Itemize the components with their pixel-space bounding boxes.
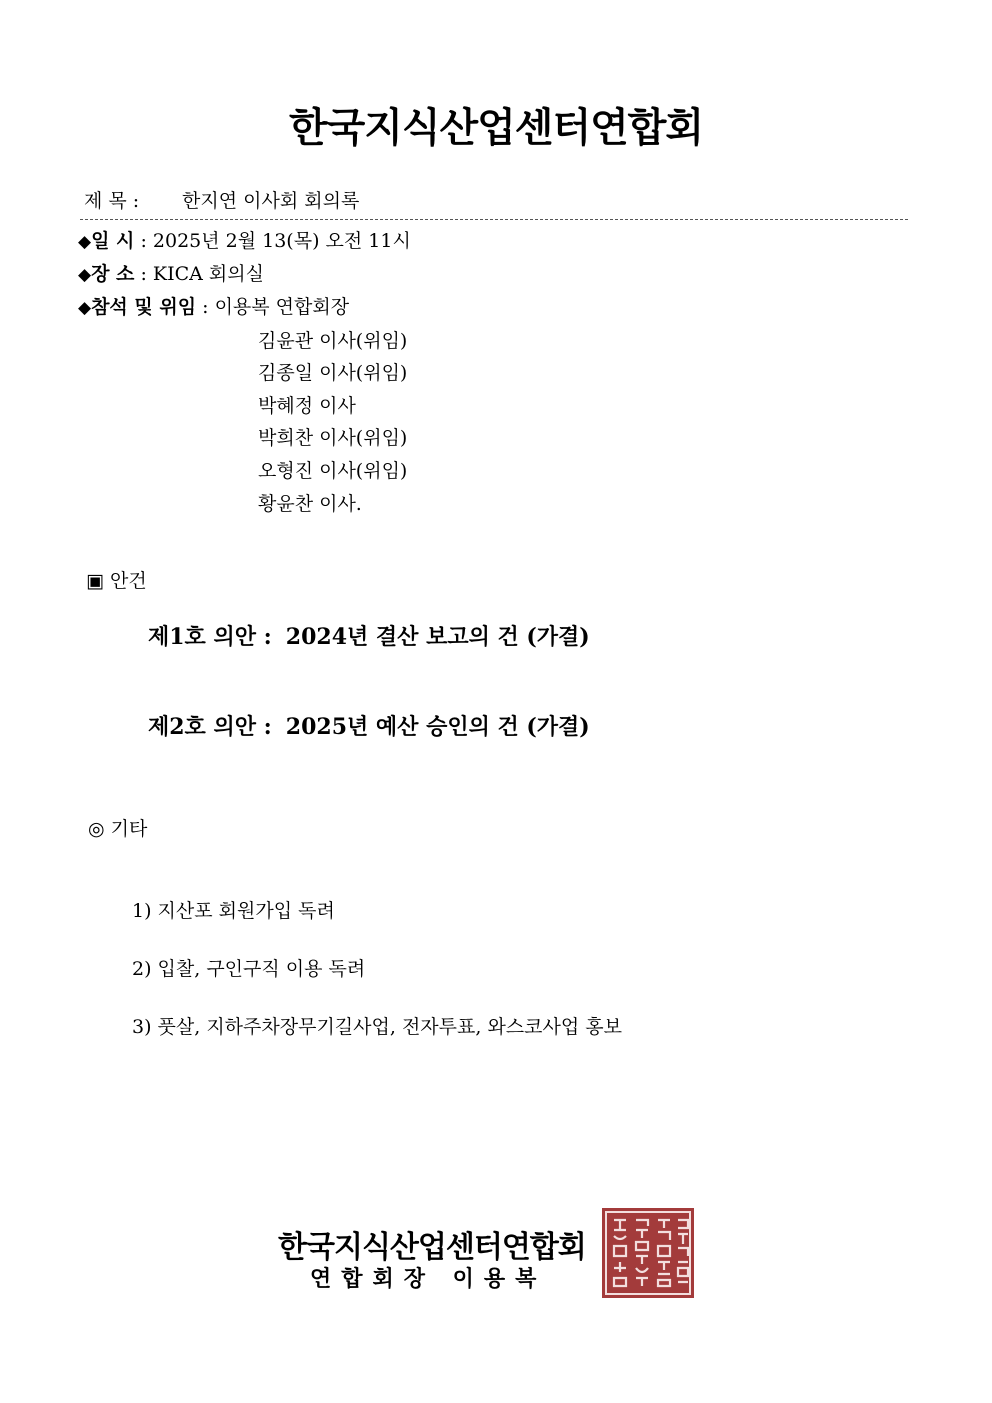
attendee-name: 이용복 연합회장 — [214, 296, 350, 318]
place-value: KICA 회의실 — [152, 263, 264, 285]
place-row: ◆장 소 : KICA 회의실 — [78, 263, 264, 285]
attendee-name: 김종일 이사(위임) — [258, 362, 408, 384]
signature-org: 한국지식산업센터연합회 — [278, 1230, 586, 1265]
place-key: 장 소 — [91, 263, 135, 285]
agenda-item — [148, 710, 590, 741]
subject-divider — [80, 219, 908, 220]
agenda-item-label: 제1호 의안 : — [148, 624, 272, 650]
agenda-item — [148, 620, 590, 651]
official-seal-icon — [600, 1206, 696, 1300]
attendee-name: 김윤관 이사(위임) — [258, 330, 408, 352]
subject-row — [84, 186, 359, 213]
diamond-bullet-icon: ◆ — [78, 265, 92, 285]
date-value: 2025년 2월 13(목) 오전 11시 — [152, 230, 411, 252]
agenda-item-text: 2024년 결산 보고의 건 (가결) — [285, 624, 590, 650]
attendance-key: 참석 및 위임 — [91, 296, 197, 318]
etc-item: 1) 지산포 회원가입 독려 — [132, 900, 335, 922]
document-title: 한국지식산업센터연합회 — [288, 105, 704, 151]
attendee-name: 오형진 이사(위임) — [258, 460, 408, 482]
etc-heading: ◎ 기타 — [88, 818, 148, 840]
attendee-name: 박혜정 이사 — [258, 395, 356, 417]
attendee-name: 박희찬 이사(위임) — [258, 427, 408, 449]
subject-value: 한지연 이사회 회의록 — [182, 190, 360, 212]
agenda-item-text: 2025년 예산 승인의 건 (가결) — [285, 714, 590, 740]
attendee-name: 황윤찬 이사. — [258, 493, 362, 515]
etc-item: 3) 풋살, 지하주차장무기길사업, 전자투표, 와스코사업 홍보 — [132, 1016, 622, 1038]
attendance-row: ◆참석 및 위임 : 이용복 연합회장 — [78, 296, 350, 318]
diamond-bullet-icon: ◆ — [78, 232, 92, 252]
date-key: 일 시 — [91, 230, 135, 252]
signature-name: 연합회장 이용복 — [310, 1267, 547, 1292]
date-row: ◆일 시 : 2025년 2월 13(목) 오전 11시 — [78, 230, 411, 252]
agenda-item-label: 제2호 의안 : — [148, 714, 272, 740]
diamond-bullet-icon: ◆ — [78, 298, 92, 318]
agenda-heading: ▣ 안건 — [86, 570, 147, 592]
etc-item: 2) 입찰, 구인구직 이용 독려 — [132, 958, 366, 980]
subject-label: 제 목 : — [84, 190, 140, 212]
